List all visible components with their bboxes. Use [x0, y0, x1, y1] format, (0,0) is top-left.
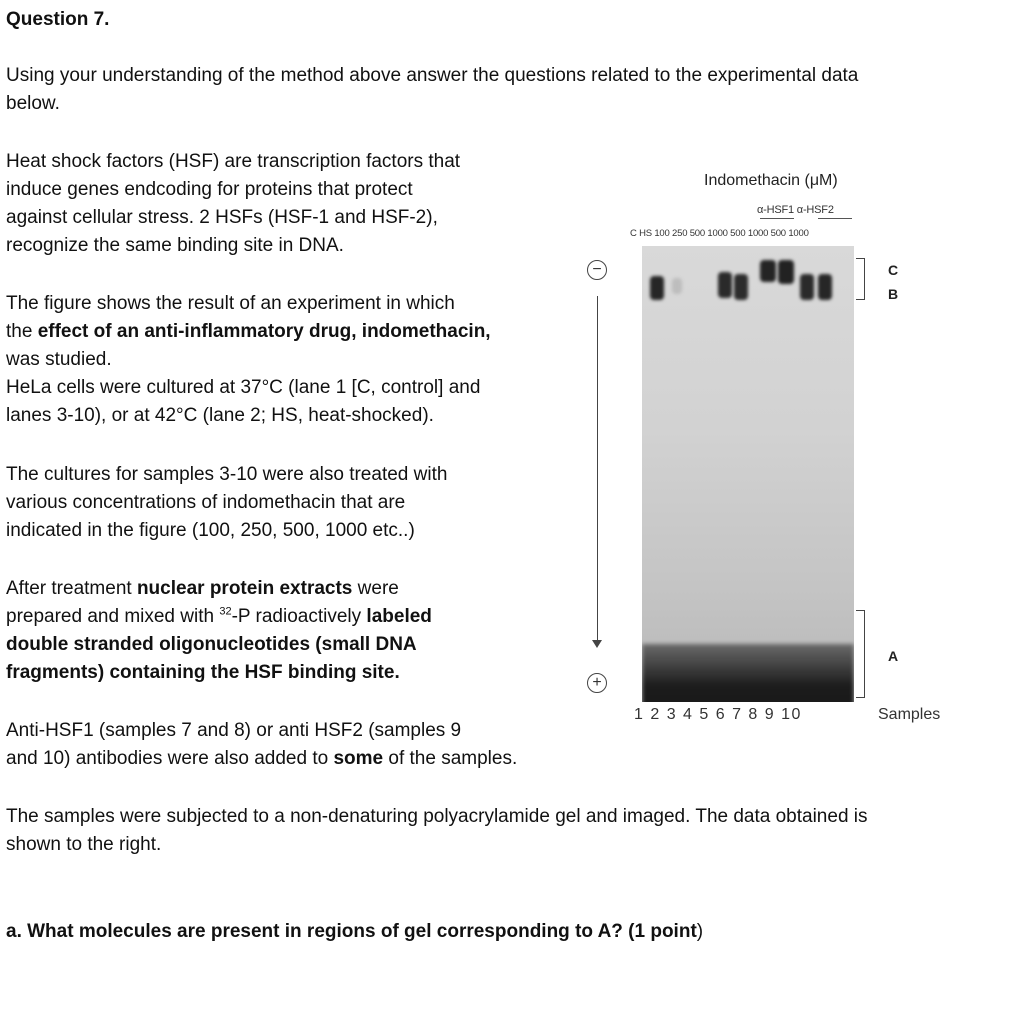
treatment-line-4: fragments) containing the HSF binding site. — [6, 662, 400, 683]
migration-arrow-line — [597, 296, 598, 642]
gel-line-2: shown to the right. — [6, 834, 162, 855]
antibody-underline-2 — [818, 218, 852, 219]
cultures-line-2: various concentrations of indomethacin that are — [6, 492, 406, 513]
gel-line-1: The samples were subjected to a non-denaturing polyacrylamide gel and imaged. The data obtained is — [6, 806, 868, 827]
label-a: A — [888, 648, 899, 664]
figure-desc-line-2: the effect of an anti-inflammatory drug, indomethacin, — [6, 321, 491, 342]
bracket-c-b — [856, 258, 865, 300]
faint-band-lane-3 — [672, 278, 682, 294]
label-b: B — [888, 286, 899, 302]
lane-headers: C HS 100 250 500 1000 500 1000 500 1000 — [630, 228, 809, 239]
intro-line-1: Using your understanding of the method above answer the questions related to the experimental data — [6, 65, 859, 86]
figure-title: Indomethacin (μM) — [704, 172, 838, 189]
antibody-underline-1 — [760, 218, 794, 219]
antibody-labels: α-HSF1 α-HSF2 — [757, 204, 834, 216]
hsf-line-1: Heat shock factors (HSF) are transcription factors that — [6, 151, 461, 172]
free-probe-smear — [642, 644, 854, 702]
treatment-line-2: prepared and mixed with $^{32}$-P radioactively labeled — [6, 605, 432, 627]
question-heading: Question 7. — [6, 9, 110, 30]
band-lane-7-supershift — [760, 260, 776, 282]
bracket-a — [856, 610, 865, 698]
hsf-line-3: against cellular stress. 2 HSFs (HSF-1 and HSF-2), — [6, 207, 438, 228]
band-lane-10 — [818, 274, 832, 300]
antibody-line-1: Anti-HSF1 (samples 7 and 8) or anti HSF2 (samples 9 — [6, 720, 462, 741]
question-part-a: a. What molecules are present in regions of gel corresponding to A? (1 point) — [6, 921, 704, 942]
band-lane-6a — [718, 272, 732, 298]
figure-desc-line-4: HeLa cells were cultured at 37°C (lane 1 [C, control] and — [6, 377, 481, 398]
band-lane-9 — [800, 274, 814, 300]
cultures-line-3: indicated in the figure (100, 250, 500, 1000 etc..) — [6, 520, 415, 541]
band-lane-6b — [734, 274, 748, 300]
treatment-line-3: double stranded oligonucleotides (small DNA — [6, 634, 417, 655]
intro-line-2: below. — [6, 93, 60, 114]
band-lane-2 — [650, 276, 664, 300]
treatment-line-1: After treatment nuclear protein extracts were — [6, 578, 399, 599]
figure-desc-line-5: lanes 3-10), or at 42°C (lane 2; HS, heat-shocked). — [6, 405, 434, 426]
band-lane-8-supershift — [778, 260, 794, 284]
figure-desc-line-3: was studied. — [6, 349, 112, 370]
figure-desc-line-1: The figure shows the result of an experiment in which — [6, 293, 455, 314]
cathode-minus-icon: − — [587, 260, 607, 280]
gel-image — [642, 246, 854, 702]
hsf-line-2: induce genes endcoding for proteins that protect — [6, 179, 413, 200]
label-c: C — [888, 262, 899, 278]
antibody-line-2: and 10) antibodies were also added to some of the samples. — [6, 748, 518, 769]
gel-figure — [574, 168, 984, 733]
cultures-line-1: The cultures for samples 3-10 were also treated with — [6, 464, 448, 485]
hsf-line-4: recognize the same binding site in DNA. — [6, 235, 344, 256]
lane-numbers: 1 2 3 4 5 6 7 8 9 10 — [634, 706, 802, 723]
samples-label: Samples — [878, 706, 941, 723]
anode-plus-icon: + — [587, 673, 607, 693]
migration-arrow-head-icon — [592, 640, 602, 648]
